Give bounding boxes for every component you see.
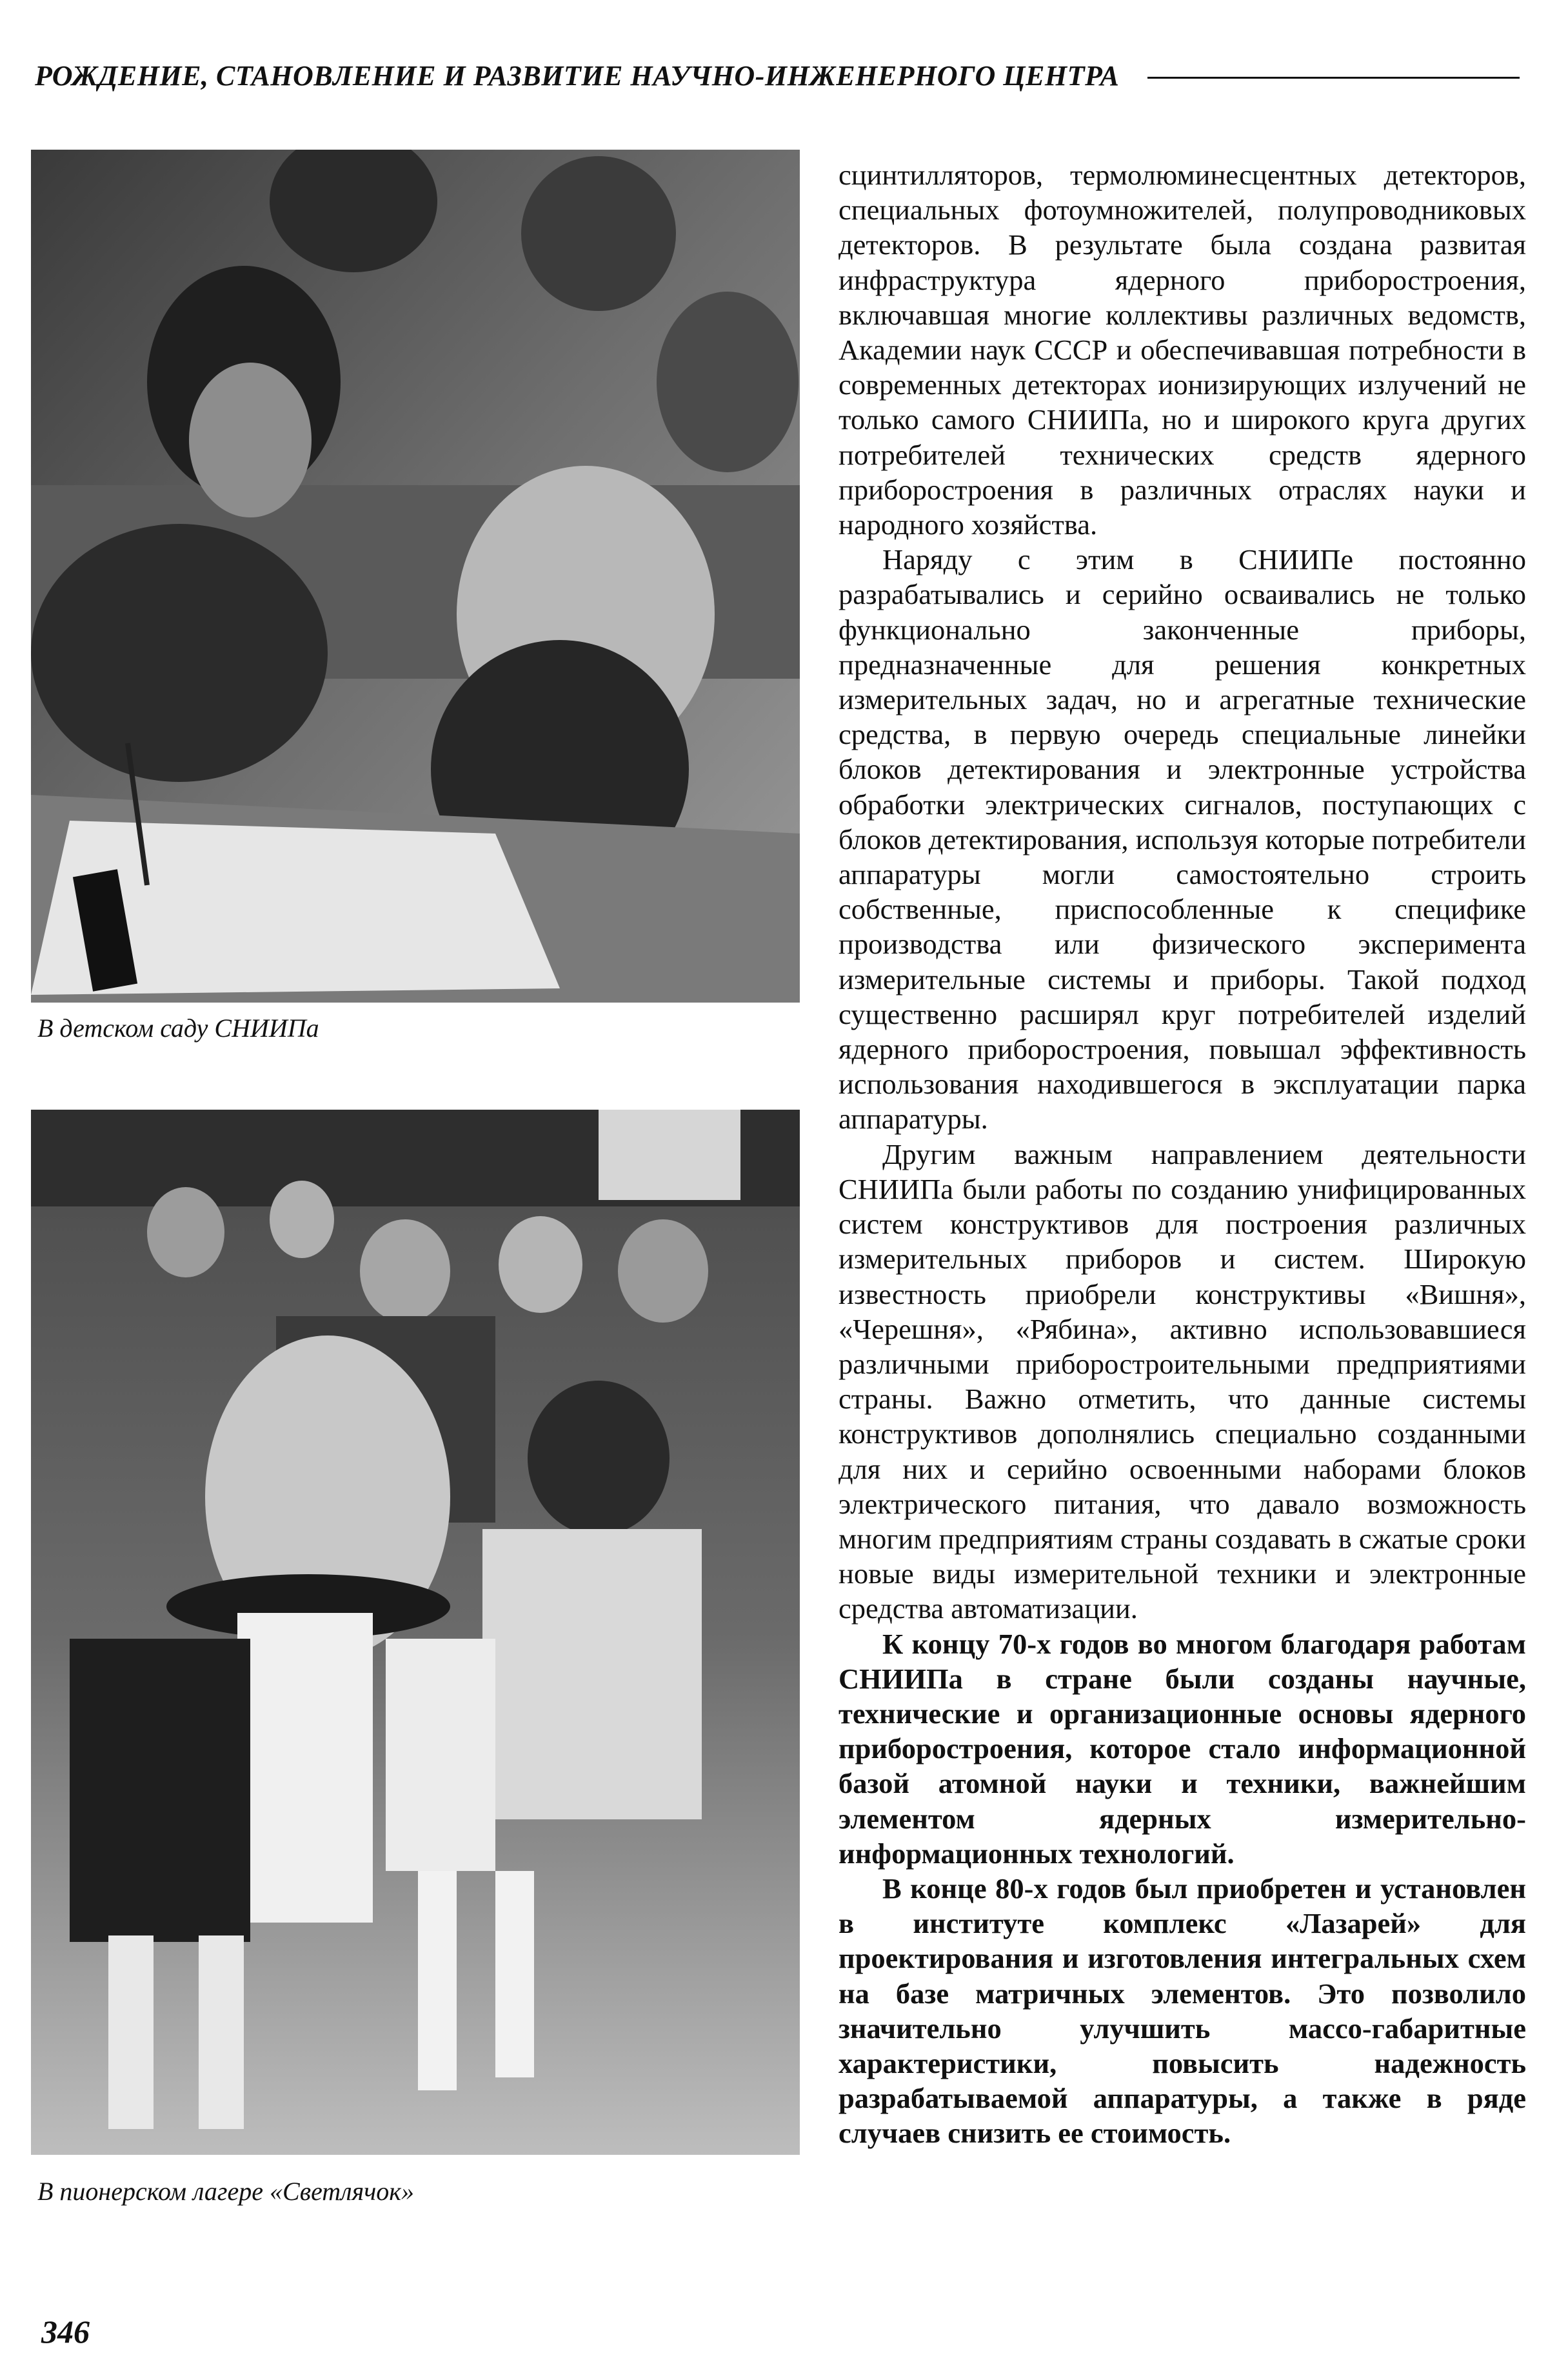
body-text-column: [838, 157, 1526, 2151]
paragraph: В конце 80-х годов был приобретен и установлен в институте комплекс «Лазарей» для проектирования и изготовления интегральных схем на базе матричных элементов. Это позволило значительно улучшить массо-габаритные характеристики, повысить надежность разрабатываемой аппаратуры, а также в ряде случаев снизить ее стоимость.: [838, 1872, 1526, 2150]
paragraph: Другим важным направлением деятельности СНИИПа были работы по созданию унифицированных систем конструктивов для построения различных измерительных приборов и систем. Широкую известность приобрели конструктивы «Вишня», «Черешня», «Рябина», активно использовавшиеся различными приборостроительными предприятиями страны. Важно отметить, что данные системы конструктивов дополнялись специально созданными для них и серийно освоенными наборами блоков электрического питания, что давало возможность многим предприятиям страны создавать в сжатые сроки новые виды измерительной техники и электронные средства автоматизации.: [838, 1137, 1526, 1625]
photo-pioneer-camp-image: [31, 1110, 800, 2155]
paragraph: Наряду с этим в СНИИПе постоянно разрабатывались и серийно осваивались не только функционально законченные приборы, предназначенные для решения конкретных измерительных задач, но и агрегатные технические средства, в первую очередь специальные линейки блоков детектирования и электронные устройства обработки электрических сигналов, поступающих с блоков детектирования, используя которые потребители аппаратуры могли самостоятельно строить собственные, приспособленные к специфике производства или физического эксперимента измерительные системы и приборы. Такой подход существенно расширял круг потребителей изделий ядерного приборостроения, повышал эффективность использования находившегося в эксплуатации парка аппаратуры.: [838, 543, 1526, 1135]
header-rule: [1147, 77, 1520, 79]
page-number: 346: [41, 2314, 90, 2350]
paragraph: сцинтилляторов, термолюминесцентных детекторов, специальных фотоумножителей, полупроводниковых детекторов. В результате была создана развитая инфраструктура ядерного приборостроения, включавшая многие коллективы различных ведомств, Академии наук СССР и обеспечивавшая потребности в современных детекторах ионизирующих излучений не только самого СНИИПа, но и широкого круга других потребителей технических средств ядерного приборостроения в различных отраслях науки и народного хозяйства.: [838, 159, 1526, 541]
photo-kindergarten-image: [31, 150, 800, 1003]
running-header-title: РОЖДЕНИЕ, СТАНОВЛЕНИЕ И РАЗВИТИЕ НАУЧНО-ИНЖЕНЕРНОГО ЦЕНТРА: [35, 60, 1120, 92]
photo-pioneer-camp-caption: В пионерском лагере «Светлячок»: [37, 2177, 415, 2206]
photo-pioneer-camp: [31, 1110, 800, 2155]
photo-kindergarten: [31, 150, 800, 1003]
paragraph: К концу 70-х годов во многом благодаря работам СНИИПа в стране были созданы научные, технические и организационные основы ядерного приборостроения, которое стало информационной базой атомной науки и техники, важнейшим элементом ядерных измерительно-информационных технологий.: [838, 1627, 1526, 1870]
photo-kindergarten-caption: В детском саду СНИИПа: [37, 1014, 319, 1043]
running-header: [35, 57, 1520, 95]
